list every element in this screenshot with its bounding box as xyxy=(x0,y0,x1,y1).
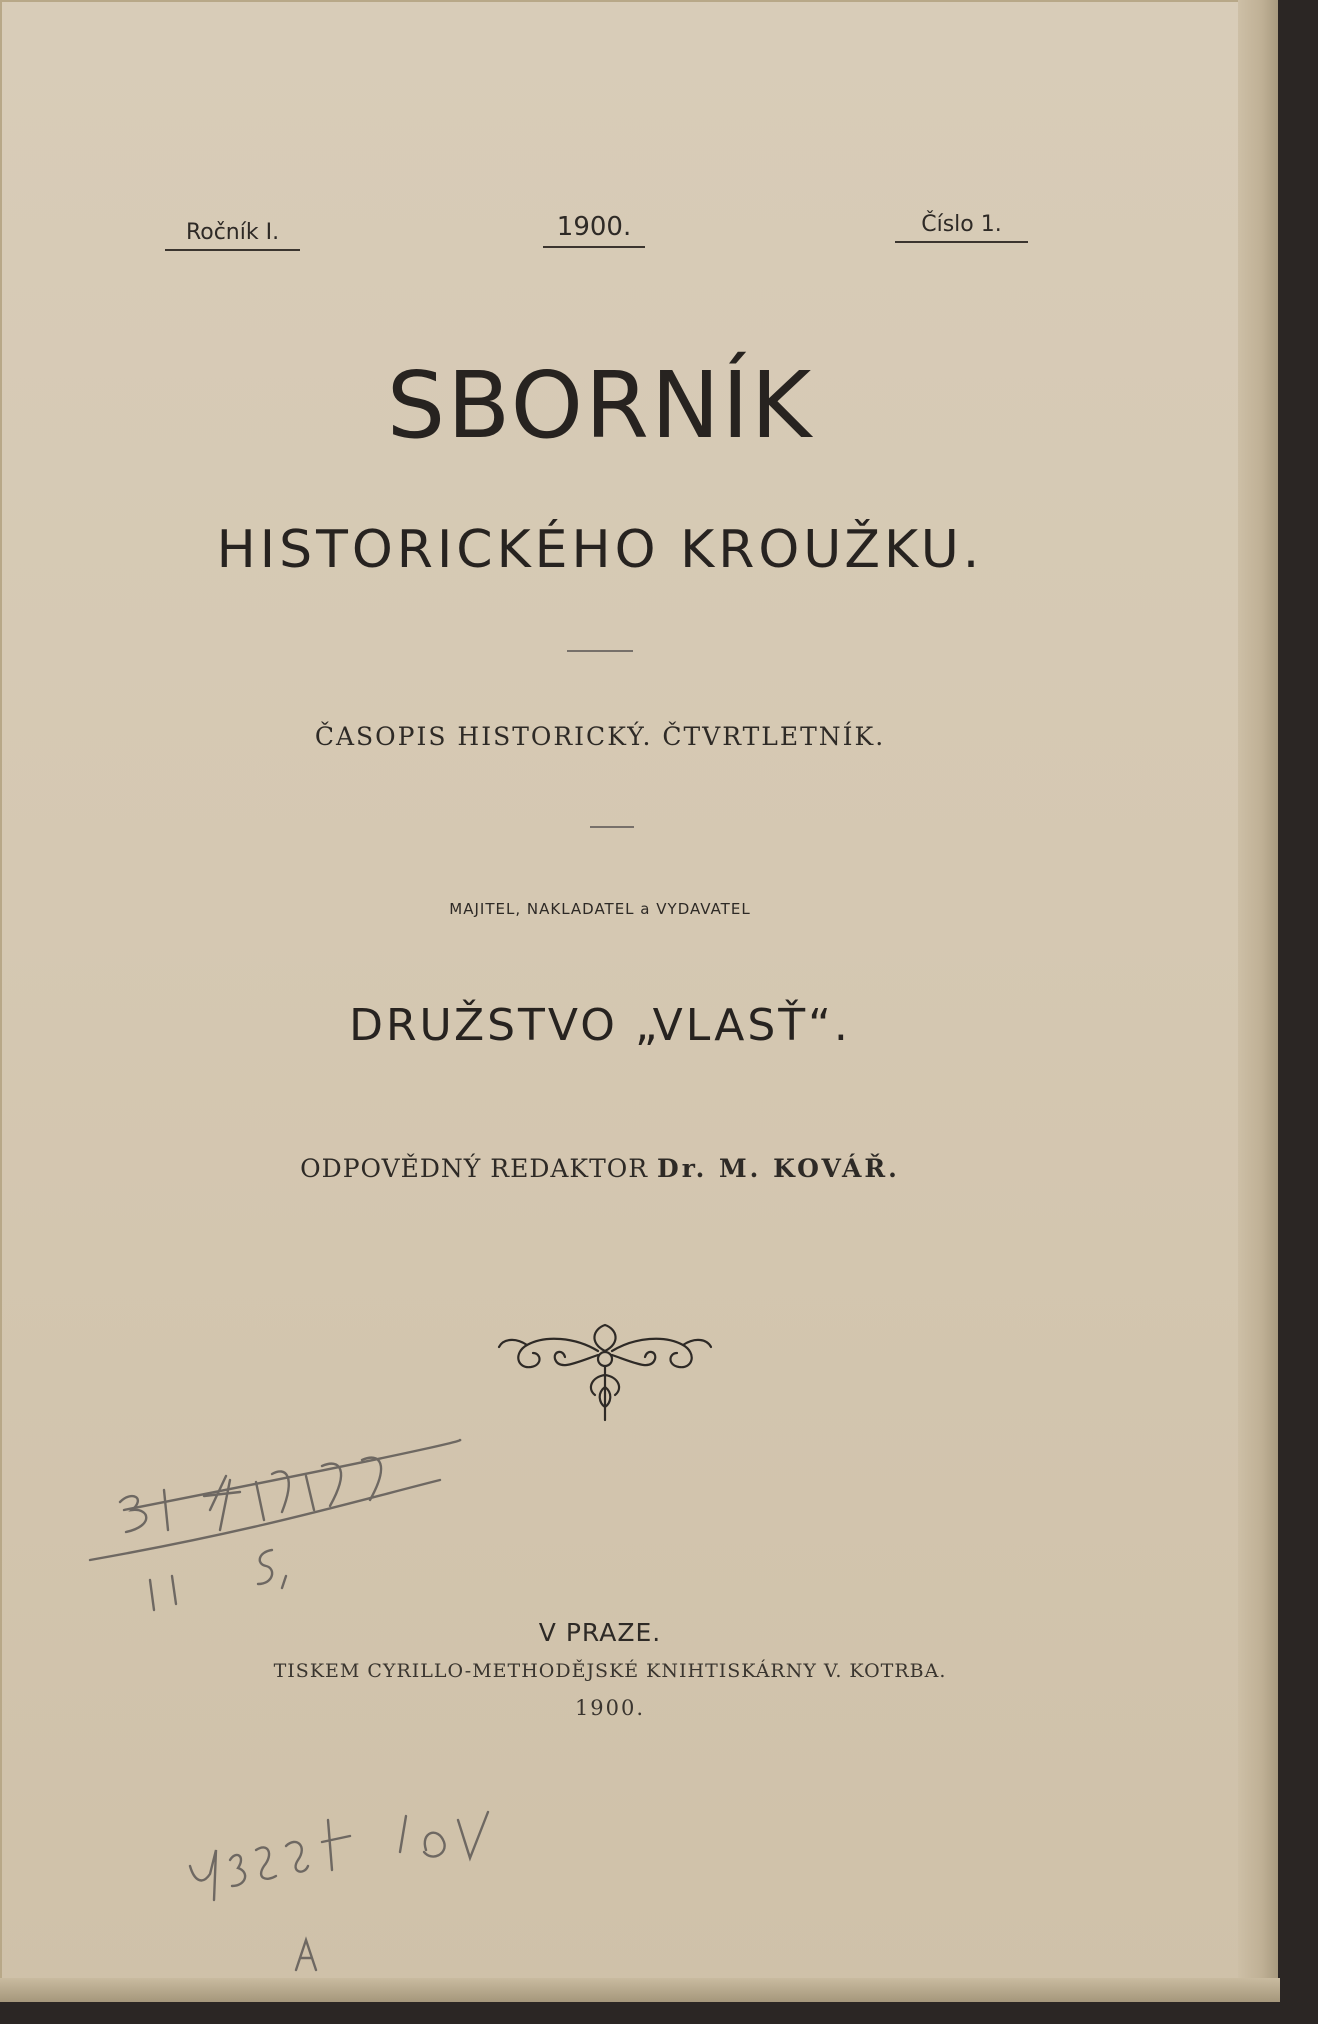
page-edge xyxy=(1238,0,1278,2000)
editor-line xyxy=(200,1154,1000,1183)
journal-subtitle: ČASOPIS HISTORICKÝ. ČTVRTLETNÍK. xyxy=(314,722,886,751)
editor-name: Dr. M. KOVÁŘ. xyxy=(657,1154,900,1183)
publisher-label: MAJITEL, NAKLADATEL a VYDAVATEL xyxy=(449,900,751,918)
imprint-place: V PRAZE. xyxy=(538,1618,662,1647)
editor-label: ODPOVĚDNÝ REDAKTOR xyxy=(300,1154,649,1183)
title-sub: HISTORICKÉHO KROUŽKU. xyxy=(216,520,984,580)
page-bottom-edge xyxy=(0,1978,1280,2002)
publisher-name: DRUŽSTVO „VLASŤ“. xyxy=(349,1000,851,1051)
divider-rule xyxy=(590,826,634,828)
volume-label: Ročník I. xyxy=(165,220,300,251)
issue-label: Číslo 1. xyxy=(895,212,1028,243)
divider-rule xyxy=(567,650,633,652)
title-main: SBORNÍK xyxy=(386,352,814,459)
imprint-printer: TISKEM CYRILLO-METHODĚJSKÉ KNIHTISKÁRNY V. KOTRBA. xyxy=(273,1660,947,1682)
header-year: 1900. xyxy=(543,212,645,248)
ornament-icon xyxy=(495,1315,715,1430)
imprint-year: 1900. xyxy=(574,1696,646,1720)
